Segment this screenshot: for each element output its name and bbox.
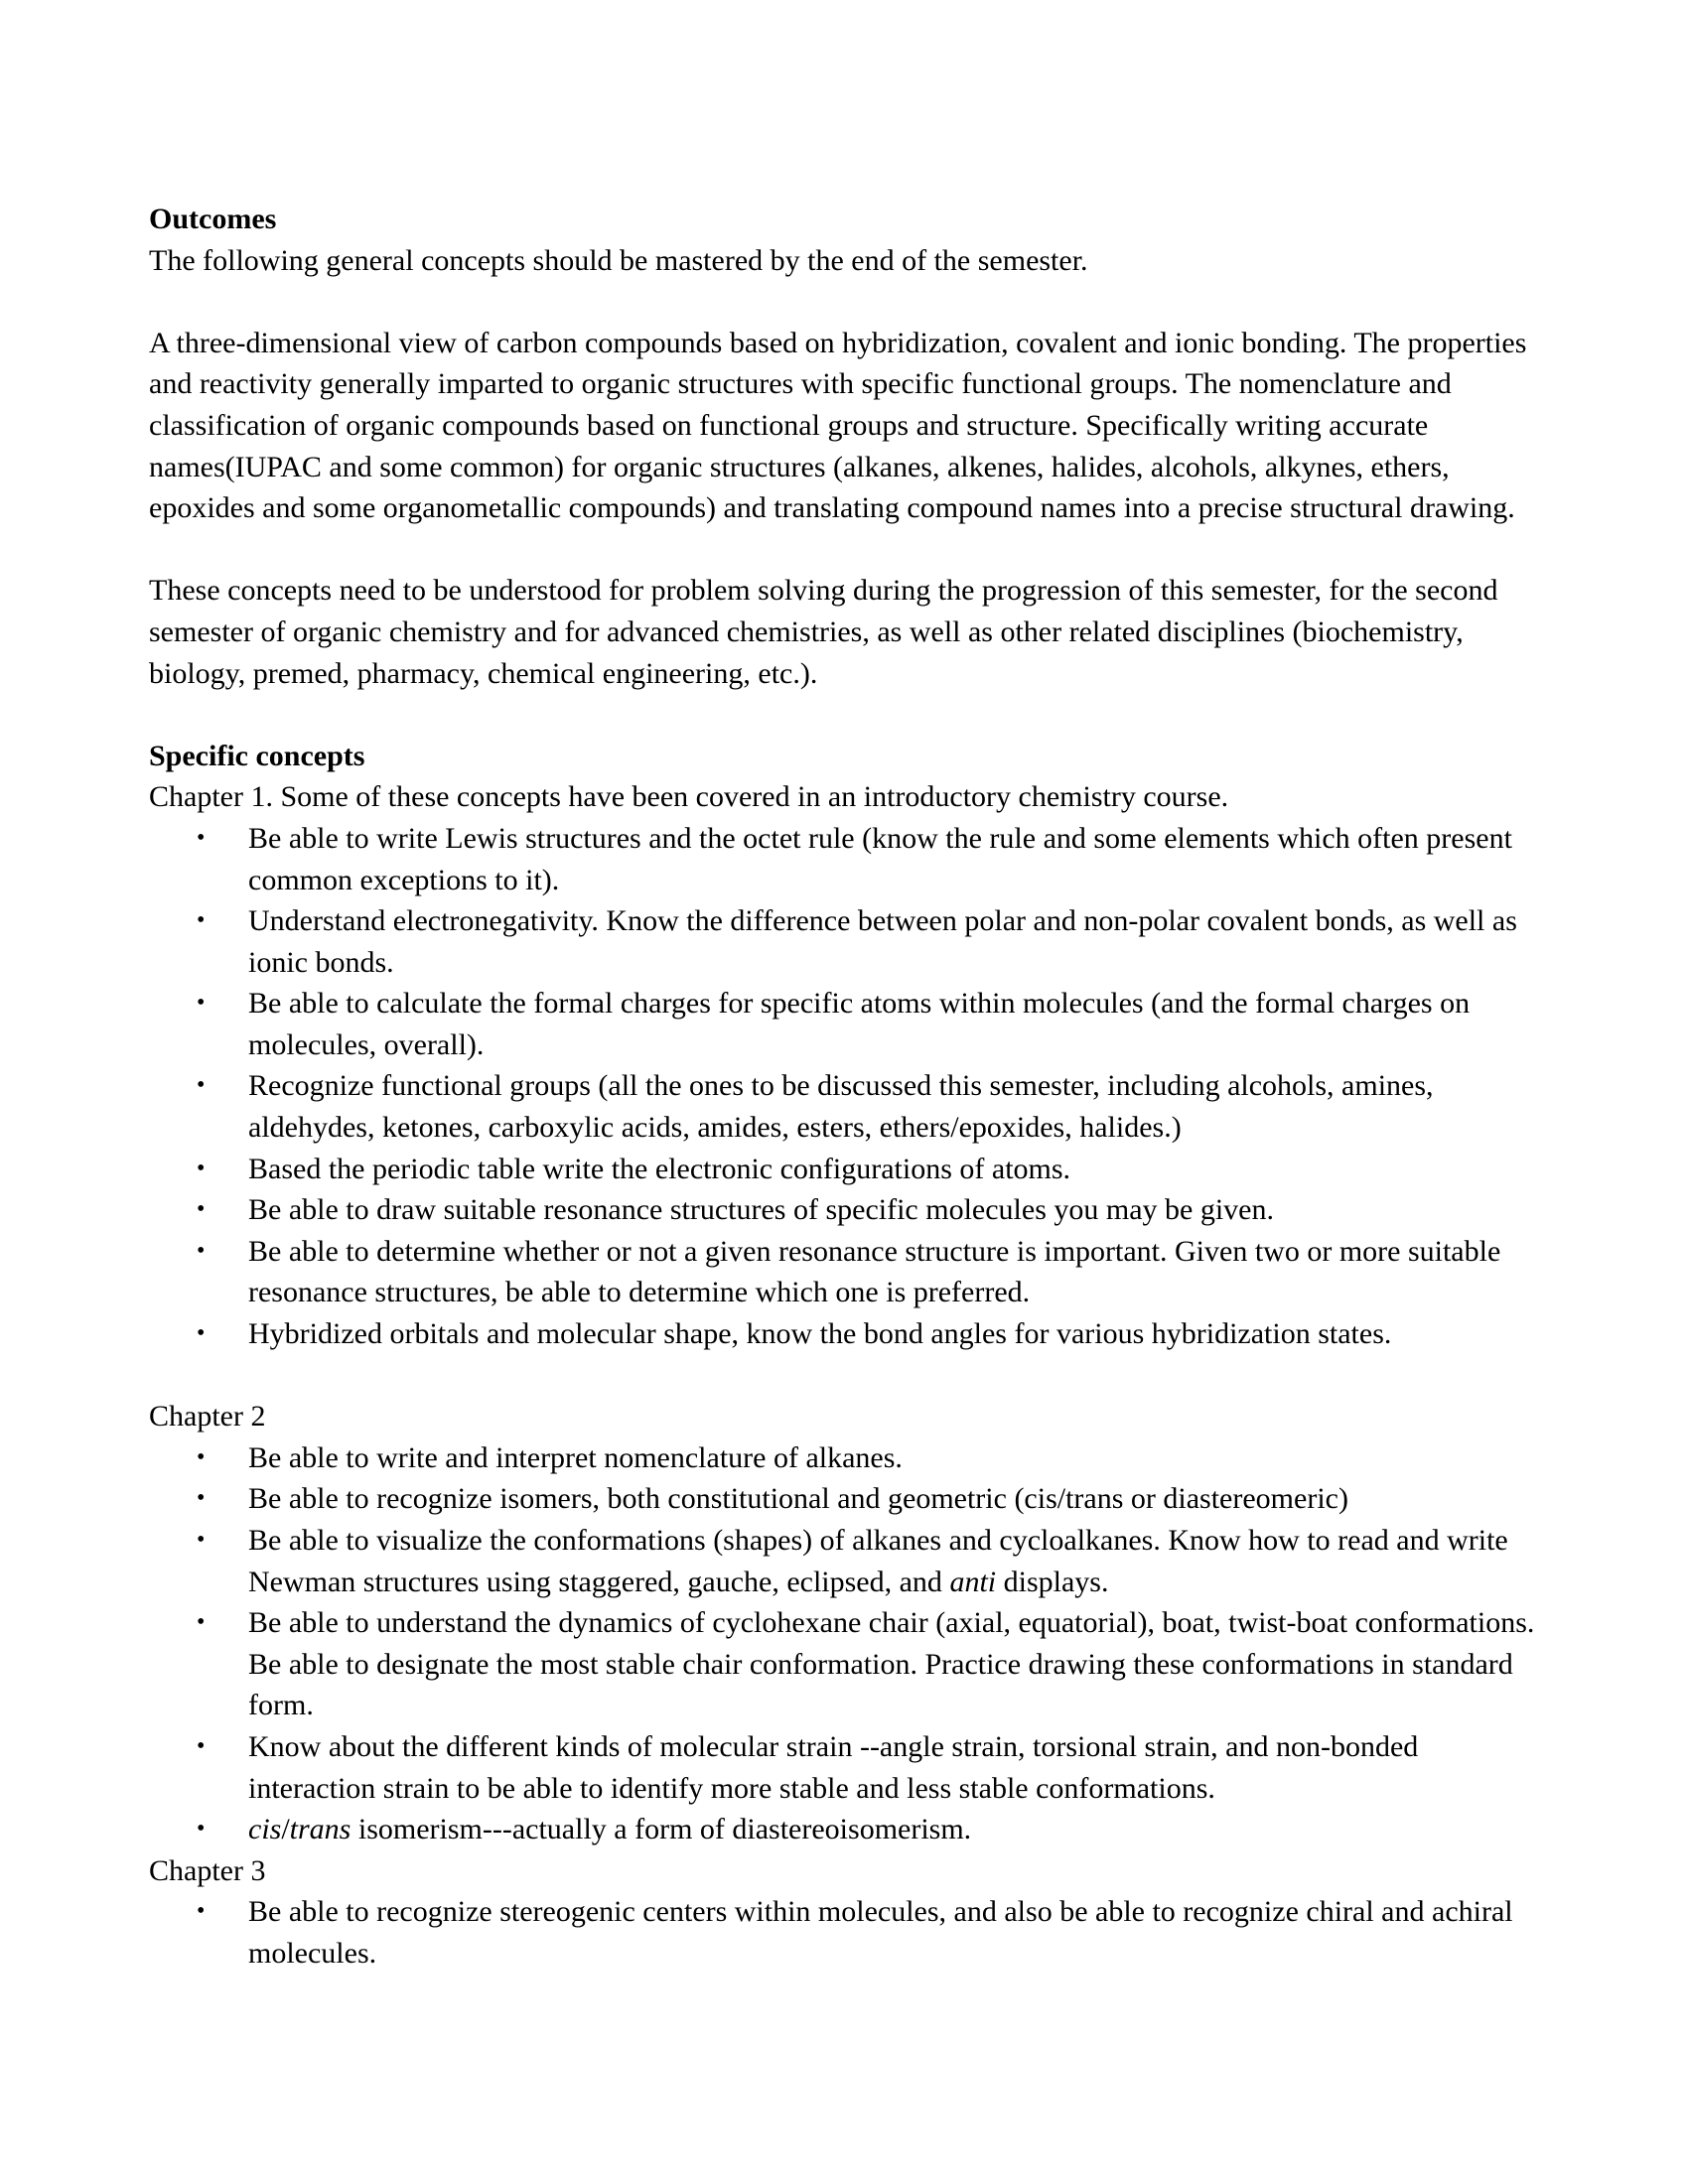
chapter-2-list [149, 1437, 1539, 1850]
list-item: • cis/trans isomerism---actually a form of diastereoisomerism. [149, 1809, 1539, 1850]
bullet-icon: • [197, 1443, 206, 1470]
outcomes-intro: The following general concepts should be mastered by the end of the semester. [149, 243, 1088, 277]
bullet-icon: • [197, 1609, 206, 1636]
list-item: • Hybridized orbitals and molecular shape, know the bond angles for various hybridization states. [149, 1313, 1539, 1355]
chapter-2-title: Chapter 2 [149, 1400, 266, 1433]
list-item: • Be able to draw suitable resonance structures of specific molecules you may be given. [149, 1189, 1539, 1231]
chapter-3-title: Chapter 3 [149, 1853, 266, 1887]
bullet-icon: • [197, 1196, 206, 1223]
list-item: • Be able to write Lewis structures and the octet rule (know the rule and some elements which often present common exceptions to it). [149, 818, 1539, 900]
bullet-icon: • [197, 824, 206, 851]
document-page [149, 199, 1539, 1975]
bullet-icon: • [197, 1816, 206, 1843]
bullet-icon: • [197, 1732, 206, 1759]
bullet-icon: • [197, 1320, 206, 1347]
list-item: • Be able to recognize stereogenic centers within molecules, and also be able to recognize chiral and achiral molecules. [149, 1891, 1539, 1974]
list-item: • Be able to understand the dynamics of cyclohexane chair (axial, equatorial), boat, twist-boat conformations. Be able to designate the most stable chair conformation. Practice drawing these conformations in standard form. [149, 1602, 1539, 1726]
bullet-icon: • [197, 990, 206, 1017]
specific-concepts-heading: Specific concepts [149, 739, 365, 772]
list-item: • Be able to determine whether or not a given resonance structure is important. Given two or more suitable resonance structures, be able to determine which one is preferred. [149, 1231, 1539, 1313]
list-item: • Understand electronegativity. Know the difference between polar and non-polar covalent bonds, as well as ionic bonds. [149, 900, 1539, 983]
bullet-icon: • [197, 1898, 206, 1925]
bullet-icon: • [197, 907, 206, 934]
outcomes-paragraph-1: A three-dimensional view of carbon compounds based on hybridization, covalent and ionic bonding. The properties and reactivity generally imparted to organic structures with specific functional groups. The nomenclature and classification of organic compounds based on functional groups and structure. Specifically writing accurate names(IUPAC and some common) for organic structures (alkanes, alkenes, halides, alcohols, alkynes, ethers, epoxides and some organometallic compounds) and translating compound names into a precise structural drawing. [149, 326, 1527, 525]
list-item: • Recognize functional groups (all the ones to be discussed this semester, including alcohols, amines, aldehydes, ketones, carboxylic acids, amides, esters, ethers/epoxides, halides.) [149, 1065, 1539, 1148]
outcomes-paragraph-2: These concepts need to be understood for problem solving during the progression of this semester, for the second semester of organic chemistry and for advanced chemistries, as well as other related disciplines (biochemistry, biology, premed, pharmacy, chemical engineering, etc.). [149, 574, 1498, 690]
chapter-1-list [149, 818, 1539, 1355]
list-item: • Be able to calculate the formal charges for specific atoms within molecules (and the formal charges on molecules, overall). [149, 983, 1539, 1065]
list-item: • Be able to recognize isomers, both constitutional and geometric (cis/trans or diastereomeric) [149, 1478, 1539, 1520]
list-item: • Be able to visualize the conformations (shapes) of alkanes and cycloalkanes. Know how to read and write Newman structures using staggered, gauche, eclipsed, and anti displays. [149, 1520, 1539, 1602]
list-item: • Be able to write and interpret nomenclature of alkanes. [149, 1437, 1539, 1479]
chapter-1-title: Chapter 1. Some of these concepts have been covered in an introductory chemistry course. [149, 780, 1229, 814]
bullet-icon: • [197, 1237, 206, 1264]
bullet-icon: • [197, 1072, 206, 1099]
chapter-3-list [149, 1891, 1539, 1974]
list-item: • Based the periodic table write the electronic configurations of atoms. [149, 1149, 1539, 1190]
bullet-icon: • [197, 1155, 206, 1181]
list-item: • Know about the different kinds of molecular strain --angle strain, torsional strain, and non-bonded interaction strain to be able to identify more stable and less stable conformations. [149, 1726, 1539, 1809]
bullet-icon: • [197, 1485, 206, 1512]
bullet-icon: • [197, 1527, 206, 1553]
outcomes-heading: Outcomes [149, 203, 277, 235]
